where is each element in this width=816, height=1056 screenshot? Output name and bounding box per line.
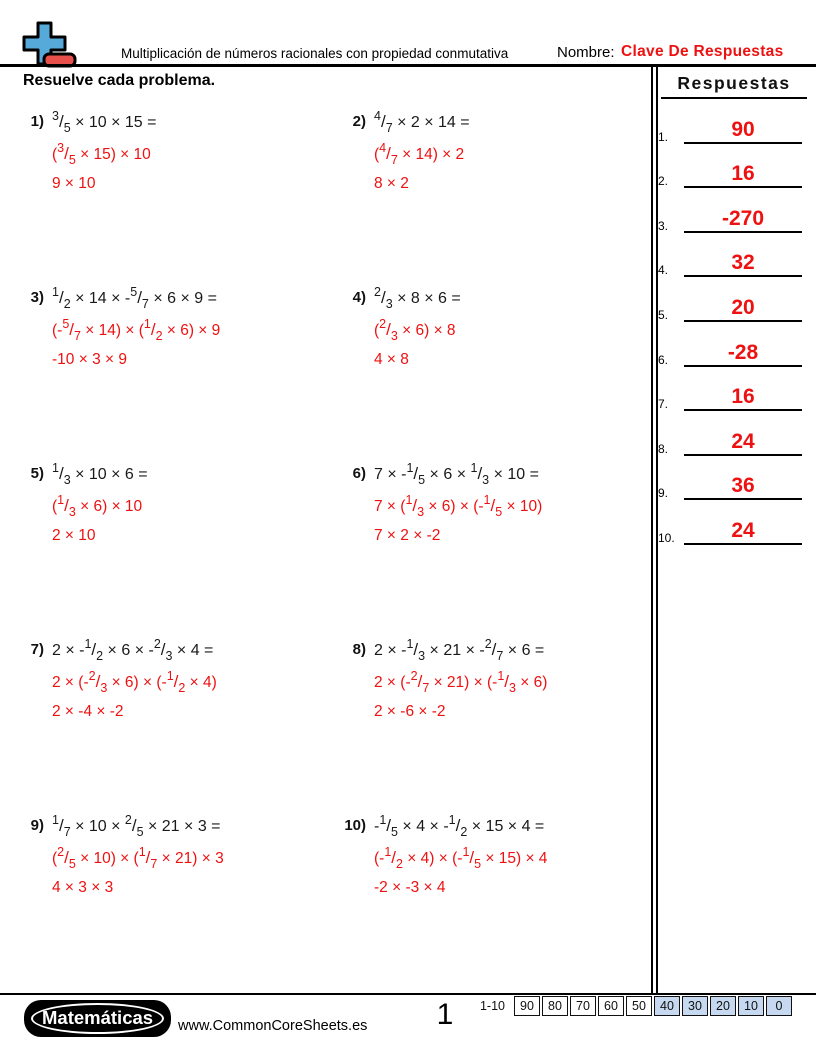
problem-body (374, 634, 650, 725)
answer-number: 7. (658, 397, 669, 412)
problem (16, 277, 338, 453)
problem-question: $7 \times -^1/_5 \times 6 \times ^1/_3 \times 10$ = (374, 461, 539, 487)
answer-value: 24 (731, 518, 755, 542)
score-range-label: 1-10 (479, 999, 505, 1013)
problem-work-step1: $(^2/_5 \times 10) \times (^1/_7 \times 21) \times 3$ (52, 845, 224, 871)
worksheet-title: Multiplicación de números racionales con propiedad conmutativa (121, 46, 509, 61)
fraction: $-^1/_2$ (379, 845, 403, 871)
problem-number: 8) (352, 641, 366, 658)
problem (16, 629, 338, 805)
fraction: $^2/_3$ (379, 317, 398, 343)
site-url: www.CommonCoreSheets.es (178, 1018, 368, 1034)
answer-number: 3. (658, 218, 669, 233)
problem-body (374, 106, 650, 197)
brand-label: Matemáticas (31, 1003, 164, 1034)
problem-work-step2: -10 × 3 × 9 (52, 351, 127, 368)
answer-value: -28 (727, 340, 759, 364)
problem (16, 805, 338, 981)
answer-line (684, 275, 802, 322)
problem-body (52, 282, 338, 373)
score-cell: 70 (570, 996, 596, 1016)
answer-value: 20 (731, 295, 755, 319)
problem-question: $^1/_3 \times 10 \times 6$ = (52, 461, 148, 487)
fraction: $-^1/_5$ (478, 493, 503, 519)
answer-number: 2. (658, 174, 669, 189)
problem-work-step2: 8 × 2 (374, 175, 409, 192)
answer-line (684, 409, 802, 456)
problem-number: 2) (352, 113, 366, 130)
fraction: $^1/_3$ (470, 461, 490, 487)
score-cell: 60 (598, 996, 624, 1016)
problem-work-step1: $2 \times (-^2/_3 \times 6) \times (-^1/_2 \times 4)$ (52, 669, 217, 695)
footer-divider (0, 993, 816, 995)
problem-body (52, 810, 338, 901)
problem-question: $^4/_7 \times 2 \times 14$ = (374, 109, 470, 135)
fraction: $-^1/_3$ (401, 637, 426, 663)
answer-row (658, 456, 806, 501)
answer-value: 16 (731, 162, 755, 186)
answer-row (658, 500, 806, 545)
score-table (480, 996, 792, 1016)
fraction: $^1/_2$ (143, 317, 163, 343)
name-label: Nombre: (557, 44, 615, 61)
header-divider (0, 64, 816, 67)
answer-row (658, 277, 806, 322)
answer-row (658, 144, 806, 189)
answers-list (658, 99, 806, 545)
problem-number: 7) (30, 641, 44, 658)
problem-work-step1: $7 \times (^1/_3 \times 6) \times (-^1/_5 \times 10)$ (374, 493, 543, 519)
answer-row (658, 233, 806, 278)
answer-number: 4. (658, 263, 669, 278)
fraction: $^4/_7$ (379, 141, 398, 167)
answer-value: -270 (721, 206, 765, 230)
fraction: $-^1/_5$ (457, 845, 482, 871)
problem-question: $^3/_5 \times 10 \times 15$ = (52, 109, 157, 135)
problem-question: $^2/_3 \times 8 \times 6$ = (374, 285, 461, 311)
answer-line (684, 231, 802, 278)
problem (16, 453, 338, 629)
problem-work-step2: 2 × 10 (52, 527, 96, 544)
score-cell: 50 (626, 996, 652, 1016)
problem-number: 1) (30, 113, 44, 130)
problem-work-step2: 7 × 2 × -2 (374, 527, 441, 544)
problem-work-step2: 2 × -6 × -2 (374, 703, 446, 720)
answer-line (684, 320, 802, 367)
answer-value: 36 (731, 474, 755, 498)
fraction: $-^1/_3$ (492, 669, 516, 695)
problem-number: 9) (30, 817, 44, 834)
score-cell: 30 (682, 996, 708, 1016)
fraction: $^3/_5$ (52, 109, 71, 135)
answer-line (684, 454, 802, 501)
problem-body (52, 106, 338, 197)
problem (16, 101, 338, 277)
fraction: $-^1/_5$ (401, 461, 426, 487)
answer-line (684, 498, 802, 545)
problem (338, 101, 650, 277)
page-number: 1 (436, 998, 454, 1031)
answer-line (684, 97, 802, 144)
fraction: $-^2/_3$ (148, 637, 173, 663)
instruction-text: Resuelve cada problema. (23, 72, 216, 89)
problem-number: 4) (352, 289, 366, 306)
fraction: $-^1/_5$ (374, 813, 398, 839)
answer-number: 9. (658, 486, 669, 501)
answer-value: 24 (731, 429, 755, 453)
problem-work-step1: $(^3/_5 \times 15) \times 10$ (52, 141, 151, 167)
answers-title: Respuestas (661, 73, 807, 99)
fraction: $^1/_2$ (52, 285, 71, 311)
problem-work-step1: $(^2/_3 \times 6) \times 8$ (374, 317, 456, 343)
fraction: $^1/_7$ (138, 845, 158, 871)
problem-body (52, 634, 338, 725)
fraction: $-^2/_7$ (479, 637, 504, 663)
fraction: $^2/_3$ (374, 285, 393, 311)
problem-number: 6) (352, 465, 366, 482)
fraction: $^1/_3$ (52, 461, 71, 487)
answer-row (658, 322, 806, 367)
fraction: $^2/_5$ (124, 813, 144, 839)
problem-work-step2: 4 × 8 (374, 351, 409, 368)
fraction: $-^5/_7$ (124, 285, 149, 311)
problem (338, 277, 650, 453)
answer-row (658, 99, 806, 144)
answer-value: 16 (731, 385, 755, 409)
fraction: $-^2/_7$ (405, 669, 430, 695)
answer-line (684, 365, 802, 412)
problem-body (374, 810, 650, 901)
answer-number: 5. (658, 307, 669, 322)
answer-value: 90 (731, 117, 755, 141)
answer-row (658, 367, 806, 412)
problem-work-step2: 9 × 10 (52, 175, 96, 192)
answer-number: 10. (658, 530, 675, 545)
fraction: $^1/_7$ (52, 813, 71, 839)
fraction: $^2/_5$ (57, 845, 76, 871)
answer-number: 8. (658, 441, 669, 456)
score-cells (512, 996, 792, 1016)
brand-badge (24, 1000, 171, 1037)
problem (338, 453, 650, 629)
answers-column-divider (651, 66, 658, 994)
problem-work-step1: $(-^1/_2 \times 4) \times (-^1/_5 \times 15) \times 4$ (374, 845, 548, 871)
problem-body (52, 458, 338, 549)
problem-number: 5) (30, 465, 44, 482)
fraction: $^1/_3$ (405, 493, 425, 519)
problem (338, 805, 650, 981)
problem-question: $^1/_2 \times 14 \times -^5/_7 \times 6 \times 9$ = (52, 285, 217, 311)
problem-work-step1: $(^1/_3 \times 6) \times 10$ (52, 493, 143, 519)
problem-number: 10) (344, 817, 366, 834)
fraction: $-^5/_7$ (57, 317, 81, 343)
fraction: $-^1/_2$ (443, 813, 468, 839)
problem-work-step2: 4 × 3 × 3 (52, 879, 114, 896)
score-cell: 40 (654, 996, 680, 1016)
fraction: $^3/_5$ (57, 141, 76, 167)
problem-work-step1: $(-^5/_7 \times 14) \times (^1/_2 \times 6) \times 9$ (52, 317, 221, 343)
fraction: $^1/_3$ (57, 493, 76, 519)
answer-value: 32 (731, 251, 755, 275)
problem-question: $2 \times -^1/_3 \times 21 \times -^2/_7 \times 6$ = (374, 637, 545, 663)
problem-work-step1: $(^4/_7 \times 14) \times 2$ (374, 141, 465, 167)
fraction: $-^1/_2$ (161, 669, 186, 695)
score-cell: 90 (514, 996, 540, 1016)
problem-work-step2: 2 × -4 × -2 (52, 703, 124, 720)
score-cell: 80 (542, 996, 568, 1016)
fraction: $-^2/_3$ (83, 669, 108, 695)
problem-body (374, 458, 650, 549)
fraction: $-^1/_2$ (79, 637, 104, 663)
answer-number: 6. (658, 352, 669, 367)
problem-number: 3) (30, 289, 44, 306)
score-cell: 20 (710, 996, 736, 1016)
problem-work-step1: $2 \times (-^2/_7 \times 21) \times (-^1/_3 \times 6)$ (374, 669, 548, 695)
answer-number: 1. (658, 129, 669, 144)
answer-line (684, 186, 802, 233)
answer-line (684, 142, 802, 189)
answer-row (658, 188, 806, 233)
answer-key-label: Clave De Respuestas (621, 43, 784, 60)
score-cell: 0 (766, 996, 792, 1016)
problem (338, 629, 650, 805)
problem-body (374, 282, 650, 373)
problems-grid (16, 101, 650, 981)
problem-question: $2 \times -^1/_2 \times 6 \times -^2/_3 \times 4$ = (52, 637, 214, 663)
problem-work-step2: -2 × -3 × 4 (374, 879, 446, 896)
answer-row (658, 411, 806, 456)
problem-question: $^1/_7 \times 10 \times ^2/_5 \times 21 \times 3$ = (52, 813, 221, 839)
problem-question: $-^1/_5 \times 4 \times -^1/_2 \times 15 \times 4$ = (374, 813, 545, 839)
plus-minus-logo-icon (14, 18, 80, 70)
score-cell: 10 (738, 996, 764, 1016)
fraction: $^4/_7$ (374, 109, 393, 135)
